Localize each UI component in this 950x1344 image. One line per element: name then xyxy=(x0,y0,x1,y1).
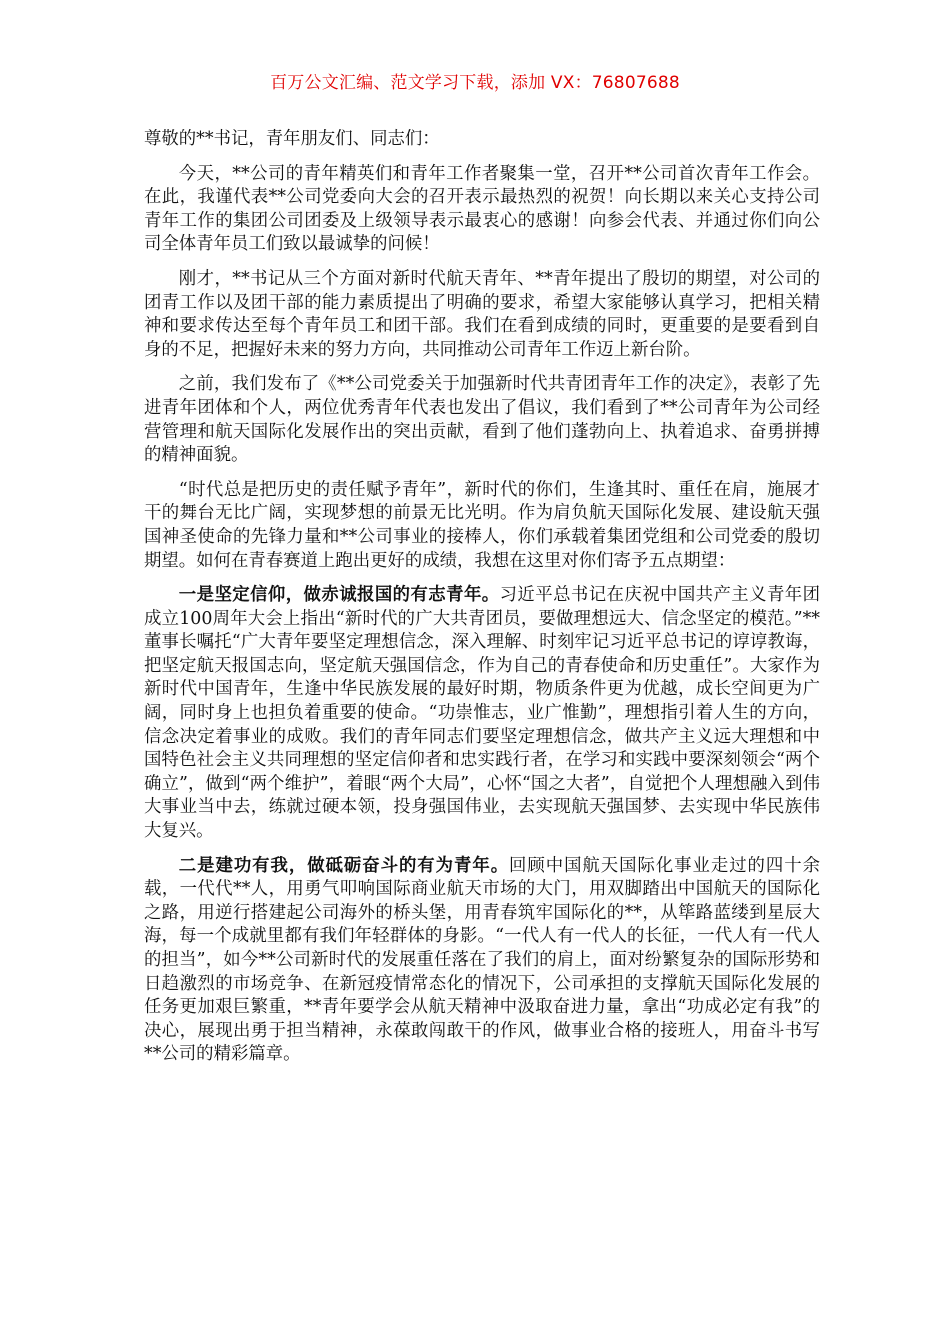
paragraph-5-body: 习近平总书记在庆祝中国共产主义青年团成立100周年大会上指出“新时代的广大共青团员，要做理想远大、信念坚定的模范。”**董事长嘱托“广大青年要坚定理想信念，深入理解、时刻牢记习近平总书记的谆谆教诲，把坚定航天报国志向，坚定航天强国信念，作为自己的青春使命和历史重任”。大家作为新时代中国青年，生逢中华民族发展的最好时期，物质条件更为优越，成长空间更为广阔，同时身上也担负着重要的使命。“功崇惟志，业广惟勤”，理想指引着人生的方向，信念决定着事业的成败。我们的青年同志们要坚定理想信念，做共产主义远大理想和中国特色社会主义共同理想的坚定信仰者和忠实践行者，在学习和实践中要深刻领会“两个确立”，做到“两个维护”，着眼“两个大局”，心怀“国之大者”，自觉把个人理想融入到伟大事业当中去，练就过硬本领，投身强国伟业，去实现航天强国梦、去实现中华民族伟大复兴。 xyxy=(144,585,820,842)
paragraph-6 xyxy=(144,855,820,1067)
paragraph-6-lead: 二是建功有我，做砥砺奋斗的有为青年。 xyxy=(178,855,510,876)
paragraph-3: 之前，我们发布了《**公司党委关于加强新时代共青团青年工作的决定》，表彰了先进青年团体和个人，两位优秀青年代表也发出了倡议，我们看到了**公司青年为公司经营管理和航天国际化发展作出的突出贡献，看到了他们蓬勃向上、执着追求、奋勇拼搏的精神面貌。 xyxy=(144,374,820,466)
salutation: 尊敬的**书记，青年朋友们、同志们： xyxy=(144,129,440,149)
watermark-header: 百万公文汇编、范文学习下载，添加 VX：76807688 xyxy=(270,73,680,93)
paragraph-6-body: 回顾中国航天国际化事业走过的四十余载，一代代**人，用勇气叩响国际商业航天市场的大门，用双脚踏出中国航天的国际化之路，用逆行搭建起公司海外的桥头堡，用青春筑牢国际化的**，从筚路蓝缕到星辰大海，每一个成就里都有我们年轻群体的身影。“一代人有一代人的长征，一代人有一代人的担当”，如今**公司新时代的发展重任落在了我们的肩上，面对纷繁复杂的国际形势和日趋激烈的市场竞争、在新冠疫情常态化的情况下，公司承担的支撑航天国际化发展的任务更加艰巨繁重，**青年要学会从航天精神中汲取奋进力量，拿出“功成必定有我”的决心，展现出勇于担当精神，永葆敢闯敢干的作风，做事业合格的接班人，用奋斗书写**公司的精彩篇章。 xyxy=(144,855,820,1065)
paragraph-4: “时代总是把历史的责任赋予青年”，新时代的你们，生逢其时、重任在肩，施展才干的舞台无比广阔，实现梦想的前景无比光明。作为肩负航天国际化发展、建设航天强国神圣使命的先锋力量和**公司事业的接棒人，你们承载着集团党组和公司党委的殷切期望。如何在青春赛道上跑出更好的成绩，我想在这里对你们寄予五点期望： xyxy=(144,479,820,571)
paragraph-1: 今天，**公司的青年精英们和青年工作者聚集一堂，召开**公司首次青年工作会。在此，我谨代表**公司党委向大会的召开表示最热烈的祝贺！向长期以来关心支持公司青年工作的集团公司团委及上级领导表示最衷心的感谢！向参会代表、并通过你们向公司全体青年员工们致以最诚挚的问候！ xyxy=(144,163,820,255)
paragraph-5-lead: 一是坚定信仰，做赤诚报国的有志青年。 xyxy=(178,585,500,606)
paragraph-5 xyxy=(144,584,820,844)
document-body xyxy=(144,128,820,1078)
paragraph-2: 刚才，**书记从三个方面对新时代航天青年、**青年提出了殷切的期望，对公司的团青工作以及团干部的能力素质提出了明确的要求，希望大家能够认真学习，把相关精神和要求传达至每个青年员工和团干部。我们在看到成绩的同时，更重要的是要看到自身的不足，把握好未来的努力方向，共同推动公司青年工作迈上新台阶。 xyxy=(144,268,820,360)
